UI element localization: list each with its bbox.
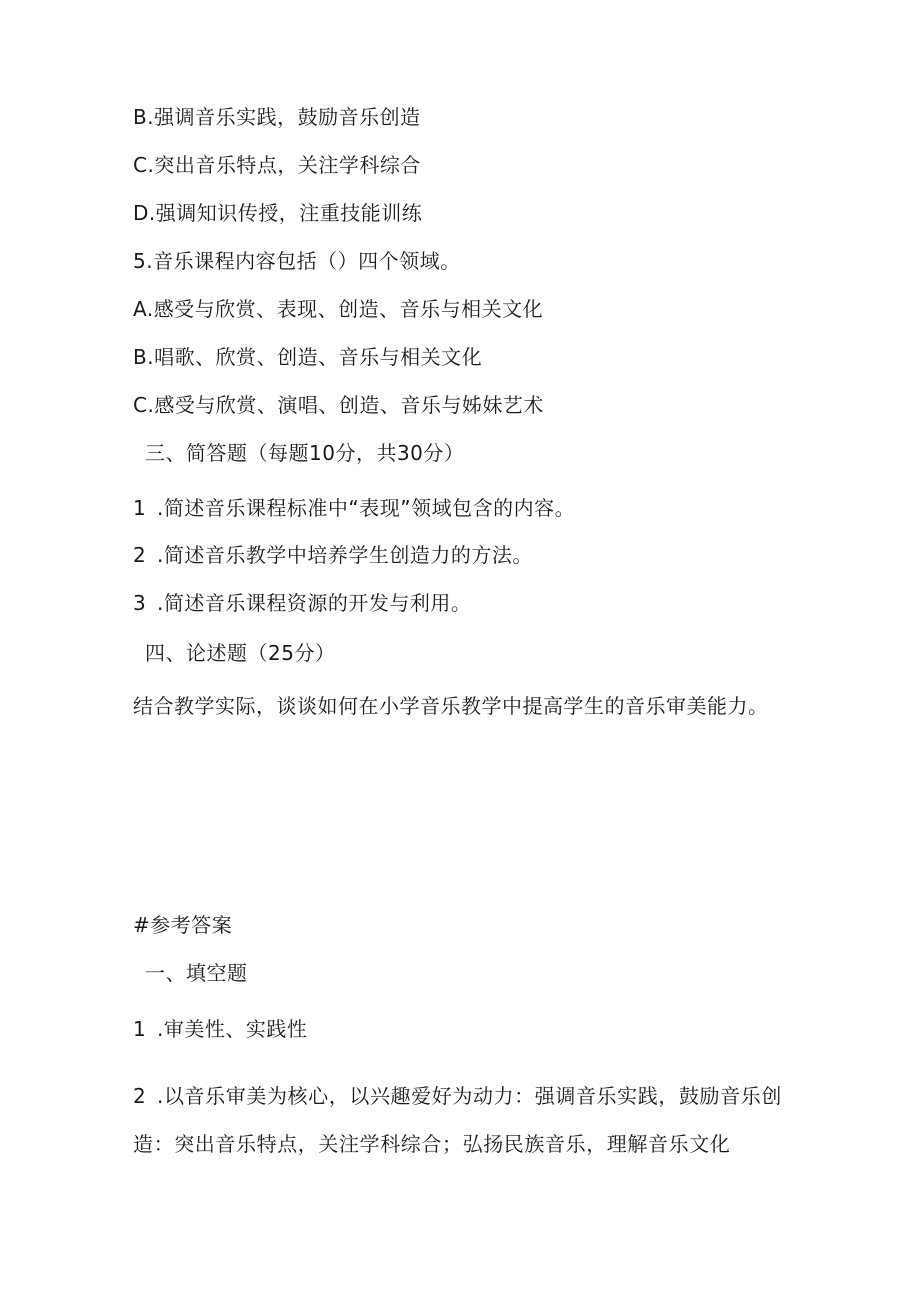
item-text: .简述音乐教学中培养学生创造力的方法。: [157, 543, 533, 567]
item-text: .简述音乐课程标准中“表现”领域包含的内容。: [157, 496, 576, 520]
section-3-item-2: [133, 541, 533, 569]
question-5: 5.音乐课程内容包括（）四个领域。: [133, 249, 461, 273]
item-text: .简述音乐课程资源的开发与利用。: [157, 591, 472, 615]
question-5-option-b: B.唱歌、欣赏、创造、音乐与相关文化: [133, 345, 483, 369]
option-d: D.强调知识传授，注重技能训练: [133, 201, 423, 225]
answer-item-1: [133, 1015, 307, 1043]
section-3-item-3: [133, 589, 471, 617]
option-c: C.突出音乐特点，关注学科综合: [133, 153, 421, 177]
item-number: 1: [133, 496, 147, 520]
option-b: B.强调音乐实践，鼓励音乐创造: [133, 105, 421, 129]
item-number: 2: [133, 543, 147, 567]
item-number: 2: [133, 1084, 147, 1108]
answers-title: #参考答案: [133, 913, 233, 937]
item-number: 3: [133, 591, 147, 615]
question-5-option-a: A.感受与欣赏、表现、创造、音乐与相关文化: [133, 297, 544, 321]
item-text: .以音乐审美为核心，以兴趣爱好为动力：强调音乐实践，鼓励音乐创造：突出音乐特点，关注学科综合；弘扬民族音乐，理解音乐文化: [133, 1084, 782, 1156]
item-text: .审美性、实践性: [157, 1017, 308, 1041]
answer-item-2: [133, 1072, 793, 1168]
item-number: 1: [133, 1017, 147, 1041]
section-4-title: 四、论述题（25分）: [145, 641, 336, 665]
question-5-option-c: C.感受与欣赏、演唱、创造、音乐与姊妹艺术: [133, 393, 544, 417]
section-3-item-1: [133, 494, 575, 522]
section-3-title: 三、简答题（每题10分，共30分）: [145, 441, 465, 465]
answers-section-1-title: 一、填空题: [145, 961, 248, 985]
section-4-essay-prompt: 结合教学实际，谈谈如何在小学音乐教学中提高学生的音乐审美能力。: [133, 694, 769, 718]
